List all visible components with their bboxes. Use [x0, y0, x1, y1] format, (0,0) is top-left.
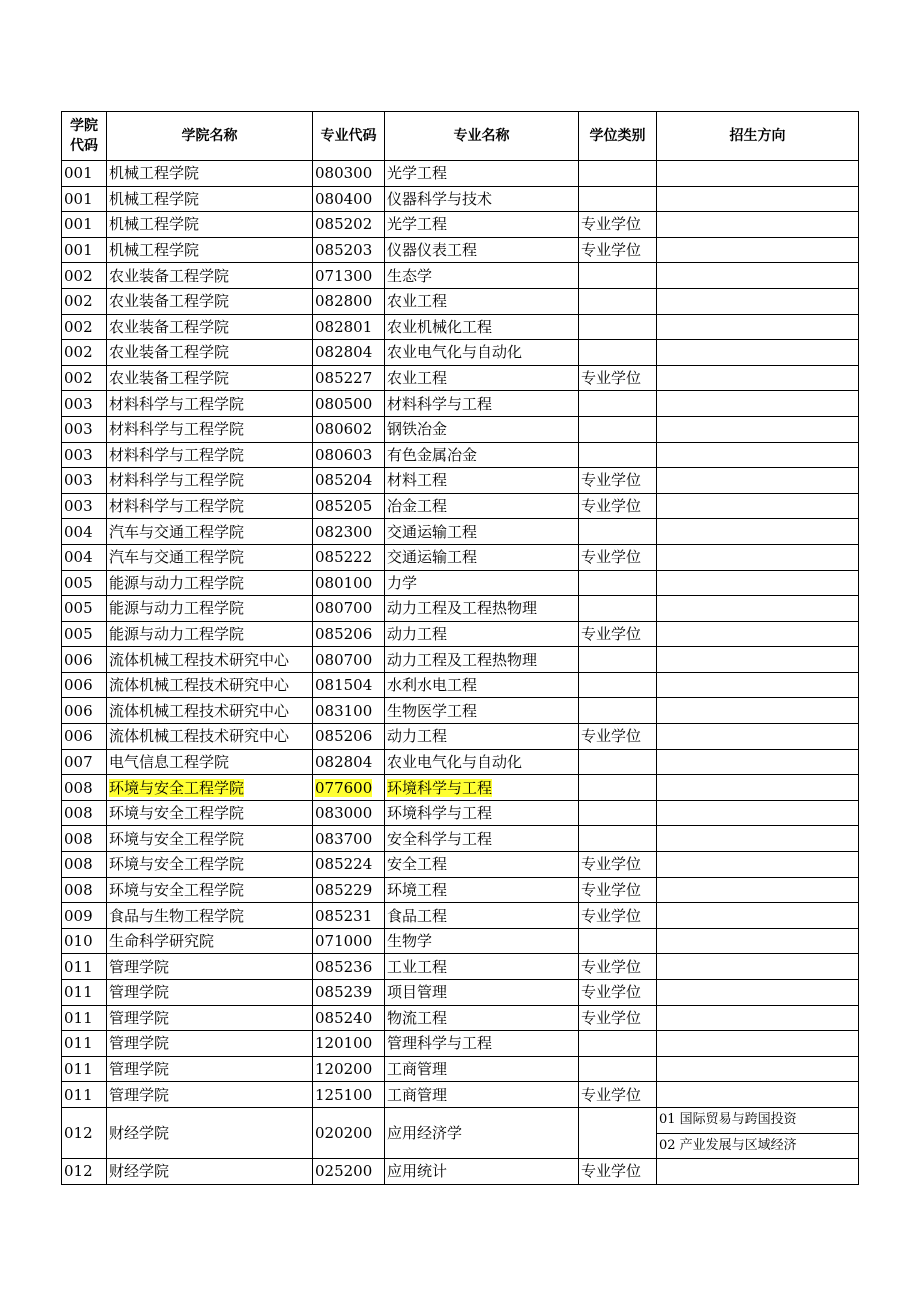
cell-major-name: 应用统计 [385, 1159, 579, 1185]
cell-degree-type [579, 263, 657, 289]
cell-degree-type: 专业学位 [579, 544, 657, 570]
table-row [62, 1159, 859, 1185]
table-row [62, 877, 859, 903]
cell-major-code: 120100 [313, 1031, 385, 1057]
cell-college-name: 流体机械工程技术研究中心 [107, 698, 313, 724]
cell-college-code: 008 [62, 852, 107, 878]
cell-major-code: 085205 [313, 493, 385, 519]
cell-degree-type: 专业学位 [579, 365, 657, 391]
cell-direction [657, 416, 859, 442]
cell-major-name: 动力工程及工程热物理 [385, 647, 579, 673]
cell-college-code: 004 [62, 519, 107, 545]
table-row [62, 416, 859, 442]
cell-college-name: 管理学院 [107, 1056, 313, 1082]
cell-college-code: 007 [62, 749, 107, 775]
cell-direction [657, 468, 859, 494]
cell-college-name: 管理学院 [107, 954, 313, 980]
cell-major-name: 材料科学与工程 [385, 391, 579, 417]
cell-degree-type [579, 928, 657, 954]
cell-major-name: 生物学 [385, 928, 579, 954]
cell-major-code: 125100 [313, 1082, 385, 1108]
cell-major-code: 025200 [313, 1159, 385, 1185]
cell-degree-type [579, 391, 657, 417]
cell-major-name: 钢铁冶金 [385, 416, 579, 442]
cell-direction [657, 570, 859, 596]
cell-direction [657, 1005, 859, 1031]
table-row [62, 237, 859, 263]
cell-degree-type [579, 1056, 657, 1082]
cell-college-code: 011 [62, 954, 107, 980]
cell-college-name: 能源与动力工程学院 [107, 596, 313, 622]
table-row [62, 186, 859, 212]
cell-major-code: 080100 [313, 570, 385, 596]
cell-college-name: 材料科学与工程学院 [107, 442, 313, 468]
cell-major-code: 082800 [313, 288, 385, 314]
cell-major-code: 080700 [313, 596, 385, 622]
cell-major-name: 农业电气化与自动化 [385, 749, 579, 775]
table-row [62, 800, 859, 826]
cell-direction [657, 724, 859, 750]
cell-degree-type [579, 288, 657, 314]
cell-college-code: 002 [62, 365, 107, 391]
header-major-name: 专业名称 [385, 112, 579, 161]
cell-college-name: 财经学院 [107, 1107, 313, 1158]
cell-major-name: 生物医学工程 [385, 698, 579, 724]
table-row [62, 314, 859, 340]
cell-major-name: 动力工程及工程热物理 [385, 596, 579, 622]
table-row [62, 1082, 859, 1108]
cell-college-code: 001 [62, 186, 107, 212]
cell-college-name: 农业装备工程学院 [107, 288, 313, 314]
table-row [62, 288, 859, 314]
cell-degree-type [579, 672, 657, 698]
cell-college-name: 财经学院 [107, 1159, 313, 1185]
cell-degree-type: 专业学位 [579, 1082, 657, 1108]
table-row [62, 672, 859, 698]
cell-major-code: 085202 [313, 212, 385, 238]
cell-degree-type [579, 186, 657, 212]
table-row [62, 954, 859, 980]
cell-major-name: 管理科学与工程 [385, 1031, 579, 1057]
cell-direction [657, 340, 859, 366]
table-row [62, 826, 859, 852]
cell-direction [657, 877, 859, 903]
cell-degree-type [579, 519, 657, 545]
cell-college-name: 能源与动力工程学院 [107, 621, 313, 647]
table-row [62, 775, 859, 801]
cell-college-name: 流体机械工程技术研究中心 [107, 672, 313, 698]
cell-direction [657, 391, 859, 417]
cell-major-code: 085222 [313, 544, 385, 570]
cell-college-code: 003 [62, 416, 107, 442]
cell-major-name: 仪器仪表工程 [385, 237, 579, 263]
cell-college-name: 管理学院 [107, 980, 313, 1006]
cell-college-name: 管理学院 [107, 1005, 313, 1031]
cell-college-name: 环境与安全工程学院 [107, 877, 313, 903]
cell-direction [657, 698, 859, 724]
cell-major-name: 仪器科学与技术 [385, 186, 579, 212]
cell-degree-type [579, 1107, 657, 1158]
cell-degree-type [579, 698, 657, 724]
cell-major-name: 交通运输工程 [385, 519, 579, 545]
cell-major-name: 安全工程 [385, 852, 579, 878]
cell-major-code: 080400 [313, 186, 385, 212]
cell-degree-type: 专业学位 [579, 237, 657, 263]
cell-major-name: 动力工程 [385, 621, 579, 647]
cell-college-name: 能源与动力工程学院 [107, 570, 313, 596]
cell-college-name: 环境与安全工程学院 [107, 852, 313, 878]
cell-major-code: 083700 [313, 826, 385, 852]
table-row [62, 263, 859, 289]
cell-major-code: 077600 [313, 775, 385, 801]
cell-degree-type: 专业学位 [579, 980, 657, 1006]
table-row [62, 212, 859, 238]
cell-college-name: 环境与安全工程学院 [107, 775, 313, 801]
table-row [62, 596, 859, 622]
table-row [62, 340, 859, 366]
cell-direction [657, 647, 859, 673]
cell-major-name: 光学工程 [385, 212, 579, 238]
cell-direction [657, 852, 859, 878]
cell-degree-type [579, 570, 657, 596]
table-row [62, 468, 859, 494]
program-table [61, 111, 859, 1185]
cell-degree-type [579, 1031, 657, 1057]
cell-degree-type [579, 340, 657, 366]
cell-direction [657, 161, 859, 187]
cell-degree-type: 专业学位 [579, 954, 657, 980]
cell-college-code: 005 [62, 596, 107, 622]
cell-major-name: 材料工程 [385, 468, 579, 494]
cell-college-name: 农业装备工程学院 [107, 263, 313, 289]
cell-direction [657, 800, 859, 826]
cell-direction [657, 826, 859, 852]
cell-major-name: 力学 [385, 570, 579, 596]
cell-major-code: 020200 [313, 1107, 385, 1158]
cell-major-name: 项目管理 [385, 980, 579, 1006]
cell-college-code: 006 [62, 647, 107, 673]
cell-degree-type: 专业学位 [579, 877, 657, 903]
cell-direction [657, 288, 859, 314]
cell-major-code: 085231 [313, 903, 385, 929]
cell-degree-type [579, 314, 657, 340]
cell-college-name: 农业装备工程学院 [107, 365, 313, 391]
cell-major-name: 环境科学与工程 [385, 800, 579, 826]
cell-major-code: 085240 [313, 1005, 385, 1031]
table-row [62, 493, 859, 519]
cell-college-name: 环境与安全工程学院 [107, 826, 313, 852]
table-row [62, 928, 859, 954]
cell-degree-type [579, 416, 657, 442]
table-row [62, 749, 859, 775]
cell-college-name: 管理学院 [107, 1031, 313, 1057]
cell-major-name: 农业工程 [385, 365, 579, 391]
table-row [62, 724, 859, 750]
cell-degree-type: 专业学位 [579, 1005, 657, 1031]
cell-degree-type: 专业学位 [579, 852, 657, 878]
table-row [62, 161, 859, 187]
cell-college-code: 002 [62, 263, 107, 289]
cell-college-code: 003 [62, 442, 107, 468]
cell-college-name: 机械工程学院 [107, 186, 313, 212]
cell-degree-type: 专业学位 [579, 493, 657, 519]
cell-major-name: 环境工程 [385, 877, 579, 903]
cell-major-code: 085239 [313, 980, 385, 1006]
header-direction: 招生方向 [657, 112, 859, 161]
cell-college-name: 机械工程学院 [107, 237, 313, 263]
cell-college-name: 农业装备工程学院 [107, 340, 313, 366]
cell-major-name: 交通运输工程 [385, 544, 579, 570]
cell-major-name: 生态学 [385, 263, 579, 289]
cell-college-code: 011 [62, 980, 107, 1006]
cell-degree-type: 专业学位 [579, 212, 657, 238]
cell-major-code: 083100 [313, 698, 385, 724]
cell-major-code: 081504 [313, 672, 385, 698]
cell-college-code: 001 [62, 161, 107, 187]
cell-college-code: 005 [62, 621, 107, 647]
cell-major-code: 085224 [313, 852, 385, 878]
cell-degree-type [579, 775, 657, 801]
cell-major-code: 083000 [313, 800, 385, 826]
cell-college-code: 002 [62, 314, 107, 340]
cell-major-code: 080603 [313, 442, 385, 468]
table-row [62, 647, 859, 673]
header-college-name: 学院名称 [107, 112, 313, 161]
table-row [62, 365, 859, 391]
cell-major-code: 085203 [313, 237, 385, 263]
cell-major-code: 082804 [313, 340, 385, 366]
cell-major-code: 085227 [313, 365, 385, 391]
cell-degree-type [579, 749, 657, 775]
cell-college-code: 002 [62, 340, 107, 366]
cell-degree-type [579, 800, 657, 826]
cell-major-name: 动力工程 [385, 724, 579, 750]
cell-major-name: 冶金工程 [385, 493, 579, 519]
cell-college-name: 生命科学研究院 [107, 928, 313, 954]
cell-degree-type: 专业学位 [579, 621, 657, 647]
cell-direction [657, 263, 859, 289]
cell-college-code: 005 [62, 570, 107, 596]
cell-college-code: 003 [62, 468, 107, 494]
cell-college-name: 机械工程学院 [107, 212, 313, 238]
cell-major-name: 工业工程 [385, 954, 579, 980]
cell-direction [657, 928, 859, 954]
cell-major-code: 080700 [313, 647, 385, 673]
cell-major-code: 080300 [313, 161, 385, 187]
cell-direction [657, 544, 859, 570]
cell-major-code: 071300 [313, 263, 385, 289]
cell-direction [657, 519, 859, 545]
table-row [62, 1005, 859, 1031]
cell-direction [657, 314, 859, 340]
cell-college-name: 流体机械工程技术研究中心 [107, 724, 313, 750]
cell-college-code: 006 [62, 724, 107, 750]
cell-direction [657, 442, 859, 468]
cell-college-name: 汽车与交通工程学院 [107, 519, 313, 545]
table-row [62, 391, 859, 417]
header-row [62, 112, 859, 161]
cell-college-code: 008 [62, 826, 107, 852]
cell-direction [657, 212, 859, 238]
cell-direction [657, 621, 859, 647]
cell-college-code: 008 [62, 877, 107, 903]
cell-major-name: 农业机械化工程 [385, 314, 579, 340]
cell-direction [657, 749, 859, 775]
cell-college-name: 流体机械工程技术研究中心 [107, 647, 313, 673]
cell-major-code: 085204 [313, 468, 385, 494]
cell-direction [657, 672, 859, 698]
table-row [62, 544, 859, 570]
cell-college-name: 汽车与交通工程学院 [107, 544, 313, 570]
table-row [62, 852, 859, 878]
cell-college-code: 002 [62, 288, 107, 314]
cell-degree-type [579, 647, 657, 673]
cell-degree-type: 专业学位 [579, 903, 657, 929]
cell-degree-type: 专业学位 [579, 1159, 657, 1185]
cell-college-code: 011 [62, 1031, 107, 1057]
cell-college-code: 003 [62, 493, 107, 519]
cell-college-code: 008 [62, 775, 107, 801]
cell-degree-type: 专业学位 [579, 724, 657, 750]
cell-major-name: 应用经济学 [385, 1107, 579, 1158]
cell-direction [657, 903, 859, 929]
cell-direction [657, 365, 859, 391]
cell-college-code: 011 [62, 1005, 107, 1031]
cell-major-name: 工商管理 [385, 1082, 579, 1108]
cell-degree-type: 专业学位 [579, 468, 657, 494]
cell-major-name: 安全科学与工程 [385, 826, 579, 852]
cell-direction: 02 产业发展与区域经济 [657, 1133, 859, 1159]
cell-direction [657, 493, 859, 519]
cell-major-code: 082300 [313, 519, 385, 545]
cell-college-name: 电气信息工程学院 [107, 749, 313, 775]
cell-direction [657, 1082, 859, 1108]
cell-major-code: 080602 [313, 416, 385, 442]
cell-college-code: 011 [62, 1082, 107, 1108]
cell-major-code: 071000 [313, 928, 385, 954]
cell-degree-type [579, 161, 657, 187]
cell-major-name: 有色金属冶金 [385, 442, 579, 468]
cell-college-name: 环境与安全工程学院 [107, 800, 313, 826]
table-row [62, 1031, 859, 1057]
cell-college-name: 材料科学与工程学院 [107, 391, 313, 417]
header-degree-type: 学位类别 [579, 112, 657, 161]
cell-college-code: 011 [62, 1056, 107, 1082]
cell-major-code: 080500 [313, 391, 385, 417]
cell-direction [657, 596, 859, 622]
cell-college-name: 机械工程学院 [107, 161, 313, 187]
cell-college-name: 食品与生物工程学院 [107, 903, 313, 929]
cell-direction [657, 775, 859, 801]
table-row [62, 903, 859, 929]
cell-major-name: 光学工程 [385, 161, 579, 187]
cell-major-name: 农业工程 [385, 288, 579, 314]
cell-major-code: 082804 [313, 749, 385, 775]
cell-college-name: 材料科学与工程学院 [107, 468, 313, 494]
header-major-code: 专业代码 [313, 112, 385, 161]
table-row [62, 1056, 859, 1082]
cell-college-code: 001 [62, 237, 107, 263]
cell-major-code: 082801 [313, 314, 385, 340]
cell-college-name: 农业装备工程学院 [107, 314, 313, 340]
table-row [62, 1107, 859, 1133]
cell-direction [657, 1031, 859, 1057]
cell-college-name: 管理学院 [107, 1082, 313, 1108]
cell-direction [657, 954, 859, 980]
table-row [62, 442, 859, 468]
cell-direction [657, 980, 859, 1006]
table-row [62, 570, 859, 596]
cell-major-code: 085236 [313, 954, 385, 980]
table-row [62, 519, 859, 545]
table-row [62, 621, 859, 647]
cell-college-code: 012 [62, 1159, 107, 1185]
cell-college-code: 006 [62, 698, 107, 724]
header-college-code: 学院代码 [62, 112, 107, 161]
cell-college-code: 006 [62, 672, 107, 698]
cell-major-name: 物流工程 [385, 1005, 579, 1031]
cell-degree-type [579, 826, 657, 852]
cell-major-code: 085206 [313, 621, 385, 647]
cell-major-name: 工商管理 [385, 1056, 579, 1082]
cell-major-code: 085206 [313, 724, 385, 750]
cell-college-code: 003 [62, 391, 107, 417]
cell-college-code: 001 [62, 212, 107, 238]
cell-college-name: 材料科学与工程学院 [107, 416, 313, 442]
cell-direction: 01 国际贸易与跨国投资 [657, 1107, 859, 1133]
cell-college-code: 008 [62, 800, 107, 826]
cell-degree-type [579, 442, 657, 468]
cell-degree-type [579, 596, 657, 622]
cell-direction [657, 186, 859, 212]
cell-major-code: 120200 [313, 1056, 385, 1082]
cell-college-code: 009 [62, 903, 107, 929]
cell-major-name: 水利水电工程 [385, 672, 579, 698]
cell-direction [657, 237, 859, 263]
cell-college-code: 012 [62, 1107, 107, 1158]
cell-college-code: 010 [62, 928, 107, 954]
cell-direction [657, 1056, 859, 1082]
table-row [62, 980, 859, 1006]
cell-major-name: 食品工程 [385, 903, 579, 929]
cell-major-code: 085229 [313, 877, 385, 903]
cell-direction [657, 1159, 859, 1185]
cell-college-name: 材料科学与工程学院 [107, 493, 313, 519]
cell-college-code: 004 [62, 544, 107, 570]
cell-major-name: 环境科学与工程 [385, 775, 579, 801]
table-row [62, 698, 859, 724]
cell-major-name: 农业电气化与自动化 [385, 340, 579, 366]
